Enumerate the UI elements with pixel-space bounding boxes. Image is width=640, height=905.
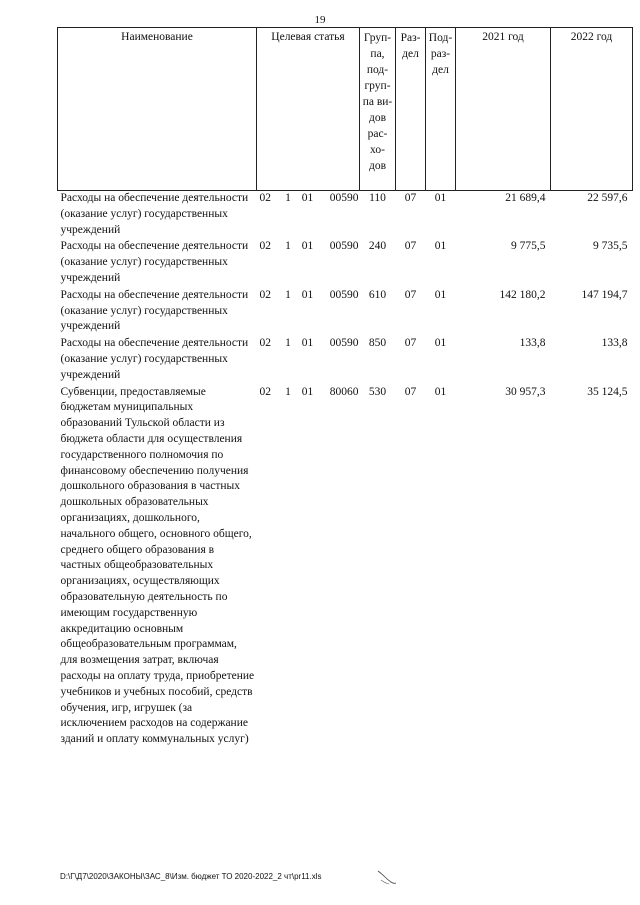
row-2021: 9 775,5 — [511, 240, 546, 253]
row-subsection: 01 — [434, 385, 447, 398]
row-name: Расходы на обеспечение деятельности (оказание услуг) государственных учреждений — [60, 288, 249, 333]
code-program: 02 — [259, 240, 271, 253]
row-2021: 30 957,3 — [505, 385, 546, 398]
row-target-code — [257, 385, 360, 749]
row-target-code — [257, 239, 360, 287]
code-subprogram: 1 — [285, 192, 291, 204]
code-subprogram: 1 — [285, 385, 291, 398]
table-row — [58, 239, 633, 287]
row-target-code — [257, 191, 360, 240]
table-row — [58, 385, 633, 749]
row-section: 07 — [404, 385, 417, 398]
table-row — [58, 191, 633, 240]
row-section: 07 — [404, 288, 417, 301]
row-2022: 35 124,5 — [587, 385, 628, 398]
row-subsection: 01 — [434, 337, 447, 350]
header-subsection: Под- раз- дел — [426, 28, 456, 191]
page-number: 19 — [314, 14, 326, 26]
row-2022: 133,8 — [601, 337, 628, 350]
code-direction: 80060 — [329, 385, 359, 398]
code-direction: 00590 — [329, 240, 359, 253]
row-section: 07 — [404, 240, 417, 253]
row-group: 240 — [368, 240, 387, 253]
budget-table — [57, 27, 633, 749]
code-direction: 00590 — [329, 192, 359, 204]
row-section: 07 — [404, 192, 417, 204]
code-event: 01 — [301, 192, 314, 204]
header-group: Груп- па, под- груп- па ви- дов рас- хо- дов — [360, 28, 396, 191]
row-group: 530 — [368, 385, 387, 398]
code-program: 02 — [259, 385, 271, 398]
row-name: Расходы на обеспечение деятельности (оказание услуг) государственных учреждений — [60, 337, 249, 381]
row-target-code — [257, 336, 360, 384]
pen-scribble-mark — [376, 868, 398, 886]
code-subprogram: 1 — [285, 288, 291, 301]
code-direction: 00590 — [329, 337, 359, 350]
header-2021: 2021 год — [456, 28, 551, 191]
file-path-footer: D:\Г\Д7\2020\ЗАКОНЫ\ЗАС_8\Изм. бюджет ТО 2020-2022_2 чт\pr11.xls — [60, 872, 322, 881]
row-2021: 21 689,4 — [505, 192, 546, 204]
code-program: 02 — [259, 288, 271, 301]
code-program: 02 — [259, 337, 271, 350]
row-2022: 9 735,5 — [593, 240, 628, 253]
code-subprogram: 1 — [285, 337, 291, 350]
code-program: 02 — [259, 192, 271, 204]
row-subsection: 01 — [434, 192, 447, 204]
header-target: Целевая статья — [257, 28, 360, 191]
row-target-code — [257, 288, 360, 336]
code-event: 01 — [301, 337, 314, 350]
header-2022: 2022 год — [551, 28, 633, 191]
row-name: Расходы на обеспечение деятельности (оказание услуг) государственных учреждений — [60, 240, 249, 284]
table-row — [58, 336, 633, 384]
header-row — [58, 28, 633, 191]
code-event: 01 — [301, 385, 314, 398]
row-name: Субвенции, предоставляемые бюджетам муниципальных образований Тульской области из бюджета области для осуществления государственного полномочия по финансовому обеспечению получения дошкольного образования в частных дошкольных образовательных организациях, дошкольного, начального общего, основного общего, среднего общего образования в частных общеобразовательных организациях, осуществляющих образовательную деятельность по имеющим государственную аккредитацию основным общеобразовательным программам, для возмещения затрат, включая расходы на оплату труда, приобретение учебников и учебных пособий, средств обучения, игр, игрушек (за исключением расходов на содержание зданий и оплату коммунальных услуг) — [60, 385, 255, 746]
row-subsection: 01 — [434, 240, 447, 253]
code-event: 01 — [301, 240, 314, 253]
row-group: 110 — [369, 192, 386, 204]
code-direction: 00590 — [329, 288, 359, 301]
row-group: 850 — [368, 337, 387, 350]
row-2022: 22 597,6 — [587, 192, 628, 204]
row-name: Расходы на обеспечение деятельности (оказание услуг) государственных учреждений — [60, 192, 249, 236]
row-group: 610 — [368, 288, 387, 301]
row-2021: 133,8 — [519, 337, 546, 350]
code-event: 01 — [301, 288, 314, 301]
row-2021: 142 180,2 — [499, 288, 546, 301]
table-row — [58, 288, 633, 336]
row-2022: 147 194,7 — [581, 288, 628, 301]
row-subsection: 01 — [434, 288, 447, 301]
header-name: Наименование — [58, 28, 257, 191]
row-section: 07 — [404, 337, 417, 350]
header-section: Раз- дел — [396, 28, 426, 191]
code-subprogram: 1 — [285, 240, 291, 253]
